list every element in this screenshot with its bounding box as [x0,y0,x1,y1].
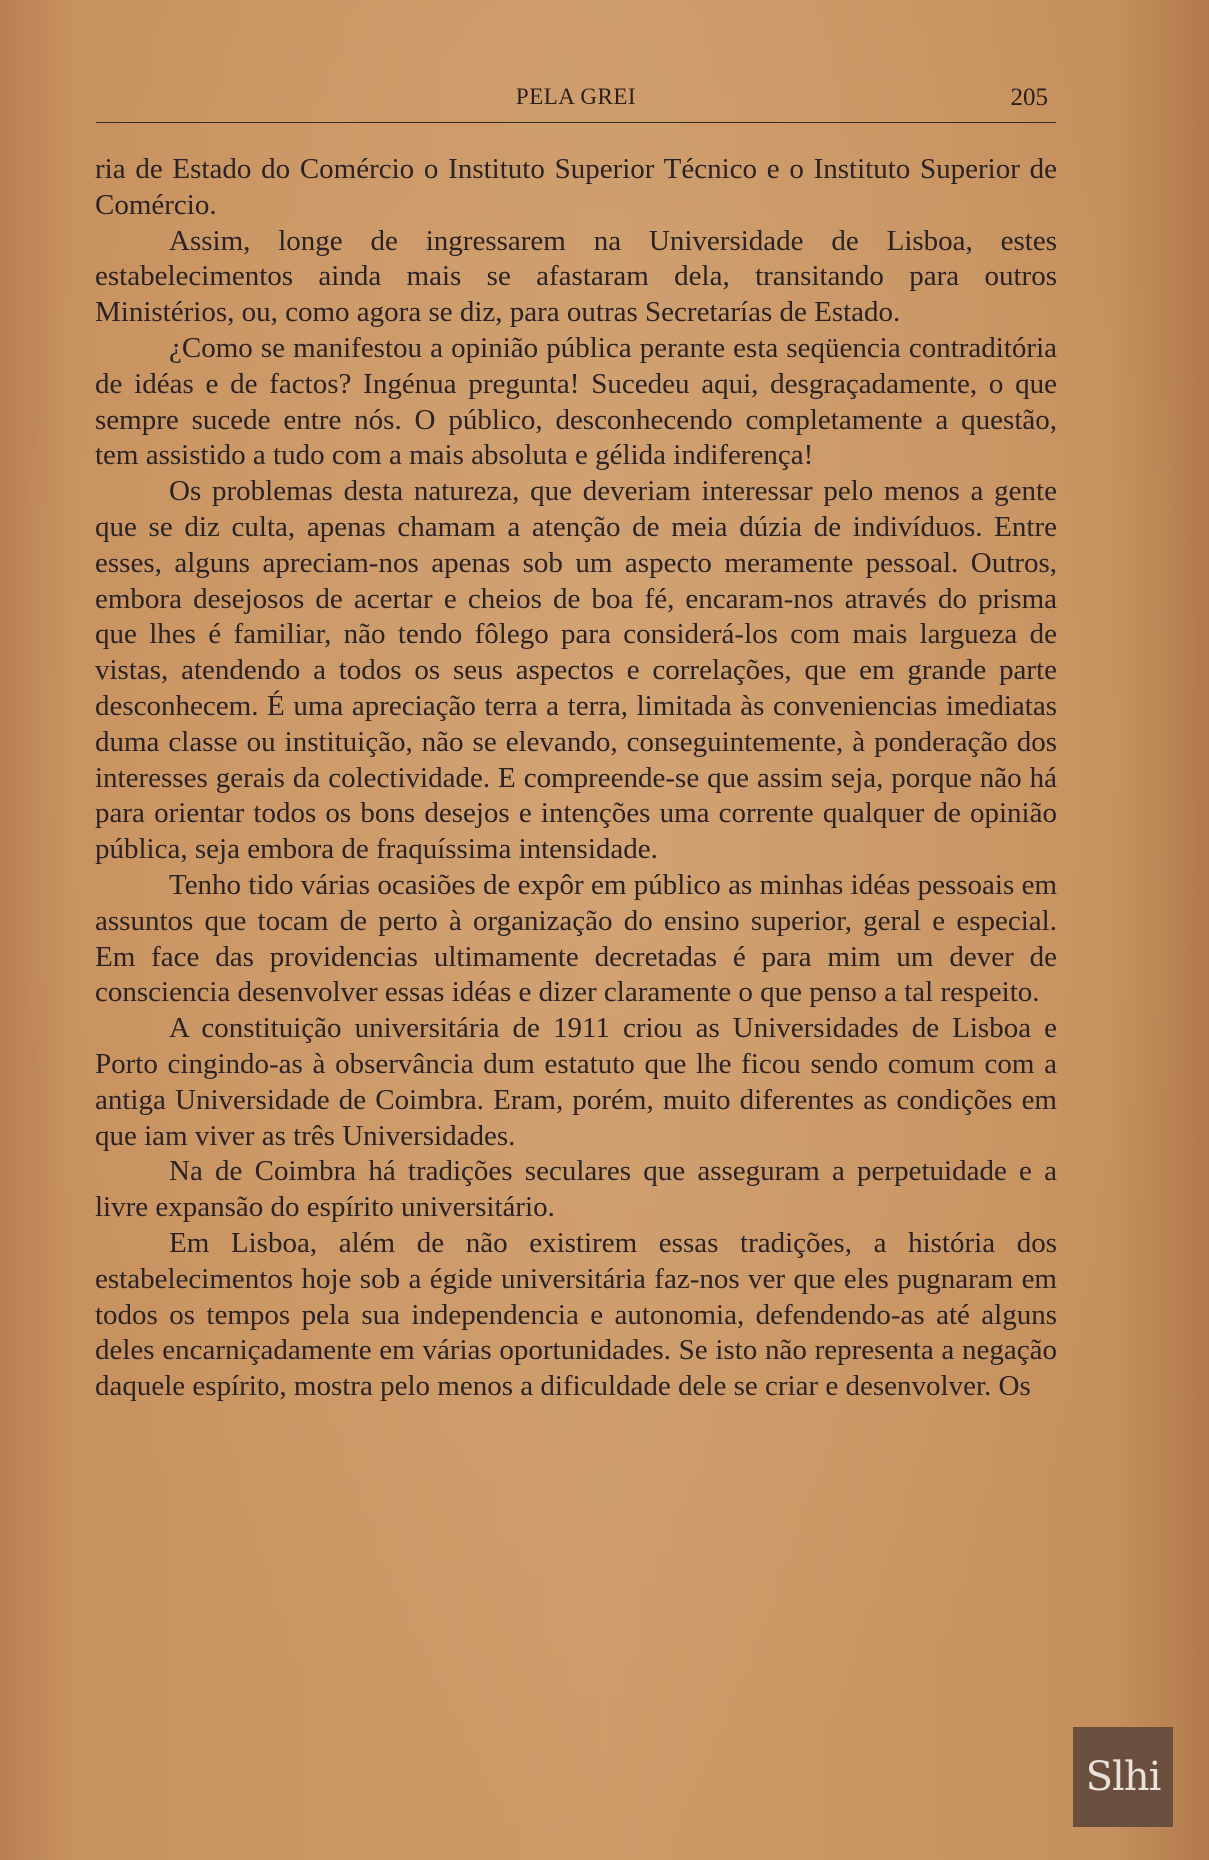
page-header [96,80,1056,116]
paragraph: Os problemas desta natureza, que deveriam interessar pelo menos a gente que se diz culta, apenas chamam a atenção de meia dúzia de indivíduos. Entre esses, alguns apreciam-nos apenas sob um aspecto meramente pessoal. Outros, embora desejosos de acertar e cheios de boa fé, encaram-nos através do prisma que lhes é familiar, não tendo fôlego para considerá-los com mais largueza de vistas, atendendo a todos os seus aspectos e correlações, que em grande parte desconhecem. É uma apreciação terra a terra, limitada às conveniencias imediatas duma classe ou instituição, não se elevando, conseguintemente, à ponderação dos interesses gerais da colectividade. E compreende-se que assim seja, porque não há para orientar todos os bons desejos e intenções uma corrente qualquer de opinião pública, seja embora de fraquíssima intensidade. [95,475,1057,866]
library-stamp: Slhi [1073,1727,1173,1827]
paragraph: Assim, longe de ingressarem na Universidade de Lisboa, estes estabelecimentos ainda mais se afastaram dela, transitando para outros Ministérios, ou, como agora se diz, para outras Secretarías de Estado. [95,224,1057,329]
paragraph: ¿Como se manifestou a opinião pública perante esta seqüencia contraditória de idéas e de factos? Ingénua pregunta! Sucedeu aqui, desgraçadamente, o que sempre sucede entre nós. O público, desconhecendo completamente a questão, tem assistido a tudo com a mais absoluta e gélida indiferença! [95,331,1057,472]
paragraph: A constituição universitária de 1911 criou as Universidades de Lisboa e Porto cingindo-as à observância dum estatuto que lhe ficou sendo comum com a antiga Universidade de Coimbra. Eram, porém, muito diferentes as condições em que iam viver as três Universidades. [95,1012,1057,1152]
paragraph: Na de Coimbra há tradições seculares que asseguram a perpetuidade e a livre expansão do espírito universitário. [95,1155,1057,1224]
paragraph: Em Lisboa, além de não existirem essas tradições, a história dos estabelecimentos hoje sob a égide universitária faz-nos ver que eles pugnaram em todos os tempos pela sua independencia e autonomia, defendendo-as até alguns deles encarniçadamente em várias oportunidades. Se isto não representa a negação daquele espírito, mostra pelo menos a dificuldade dele se criar e desenvolver. Os [95,1226,1057,1403]
running-title: PELA GREI [515,84,637,109]
body-text [95,152,1057,1405]
paragraph: ria de Estado do Comércio o Instituto Superior Técnico e o Instituto Superior de Comércio. [95,153,1057,221]
page-number: 205 [1010,84,1048,111]
paragraph: Tenho tido várias ocasiões de expôr em público as minhas idéas pessoais em assuntos que tocam de perto à organização do ensino superior, geral e especial. Em face das providencias ultimamente decretadas é para mim um dever de consciencia desenvolver essas idéas e dizer claramente o que penso a tal respeito. [95,868,1057,1009]
header-rule [96,122,1056,123]
